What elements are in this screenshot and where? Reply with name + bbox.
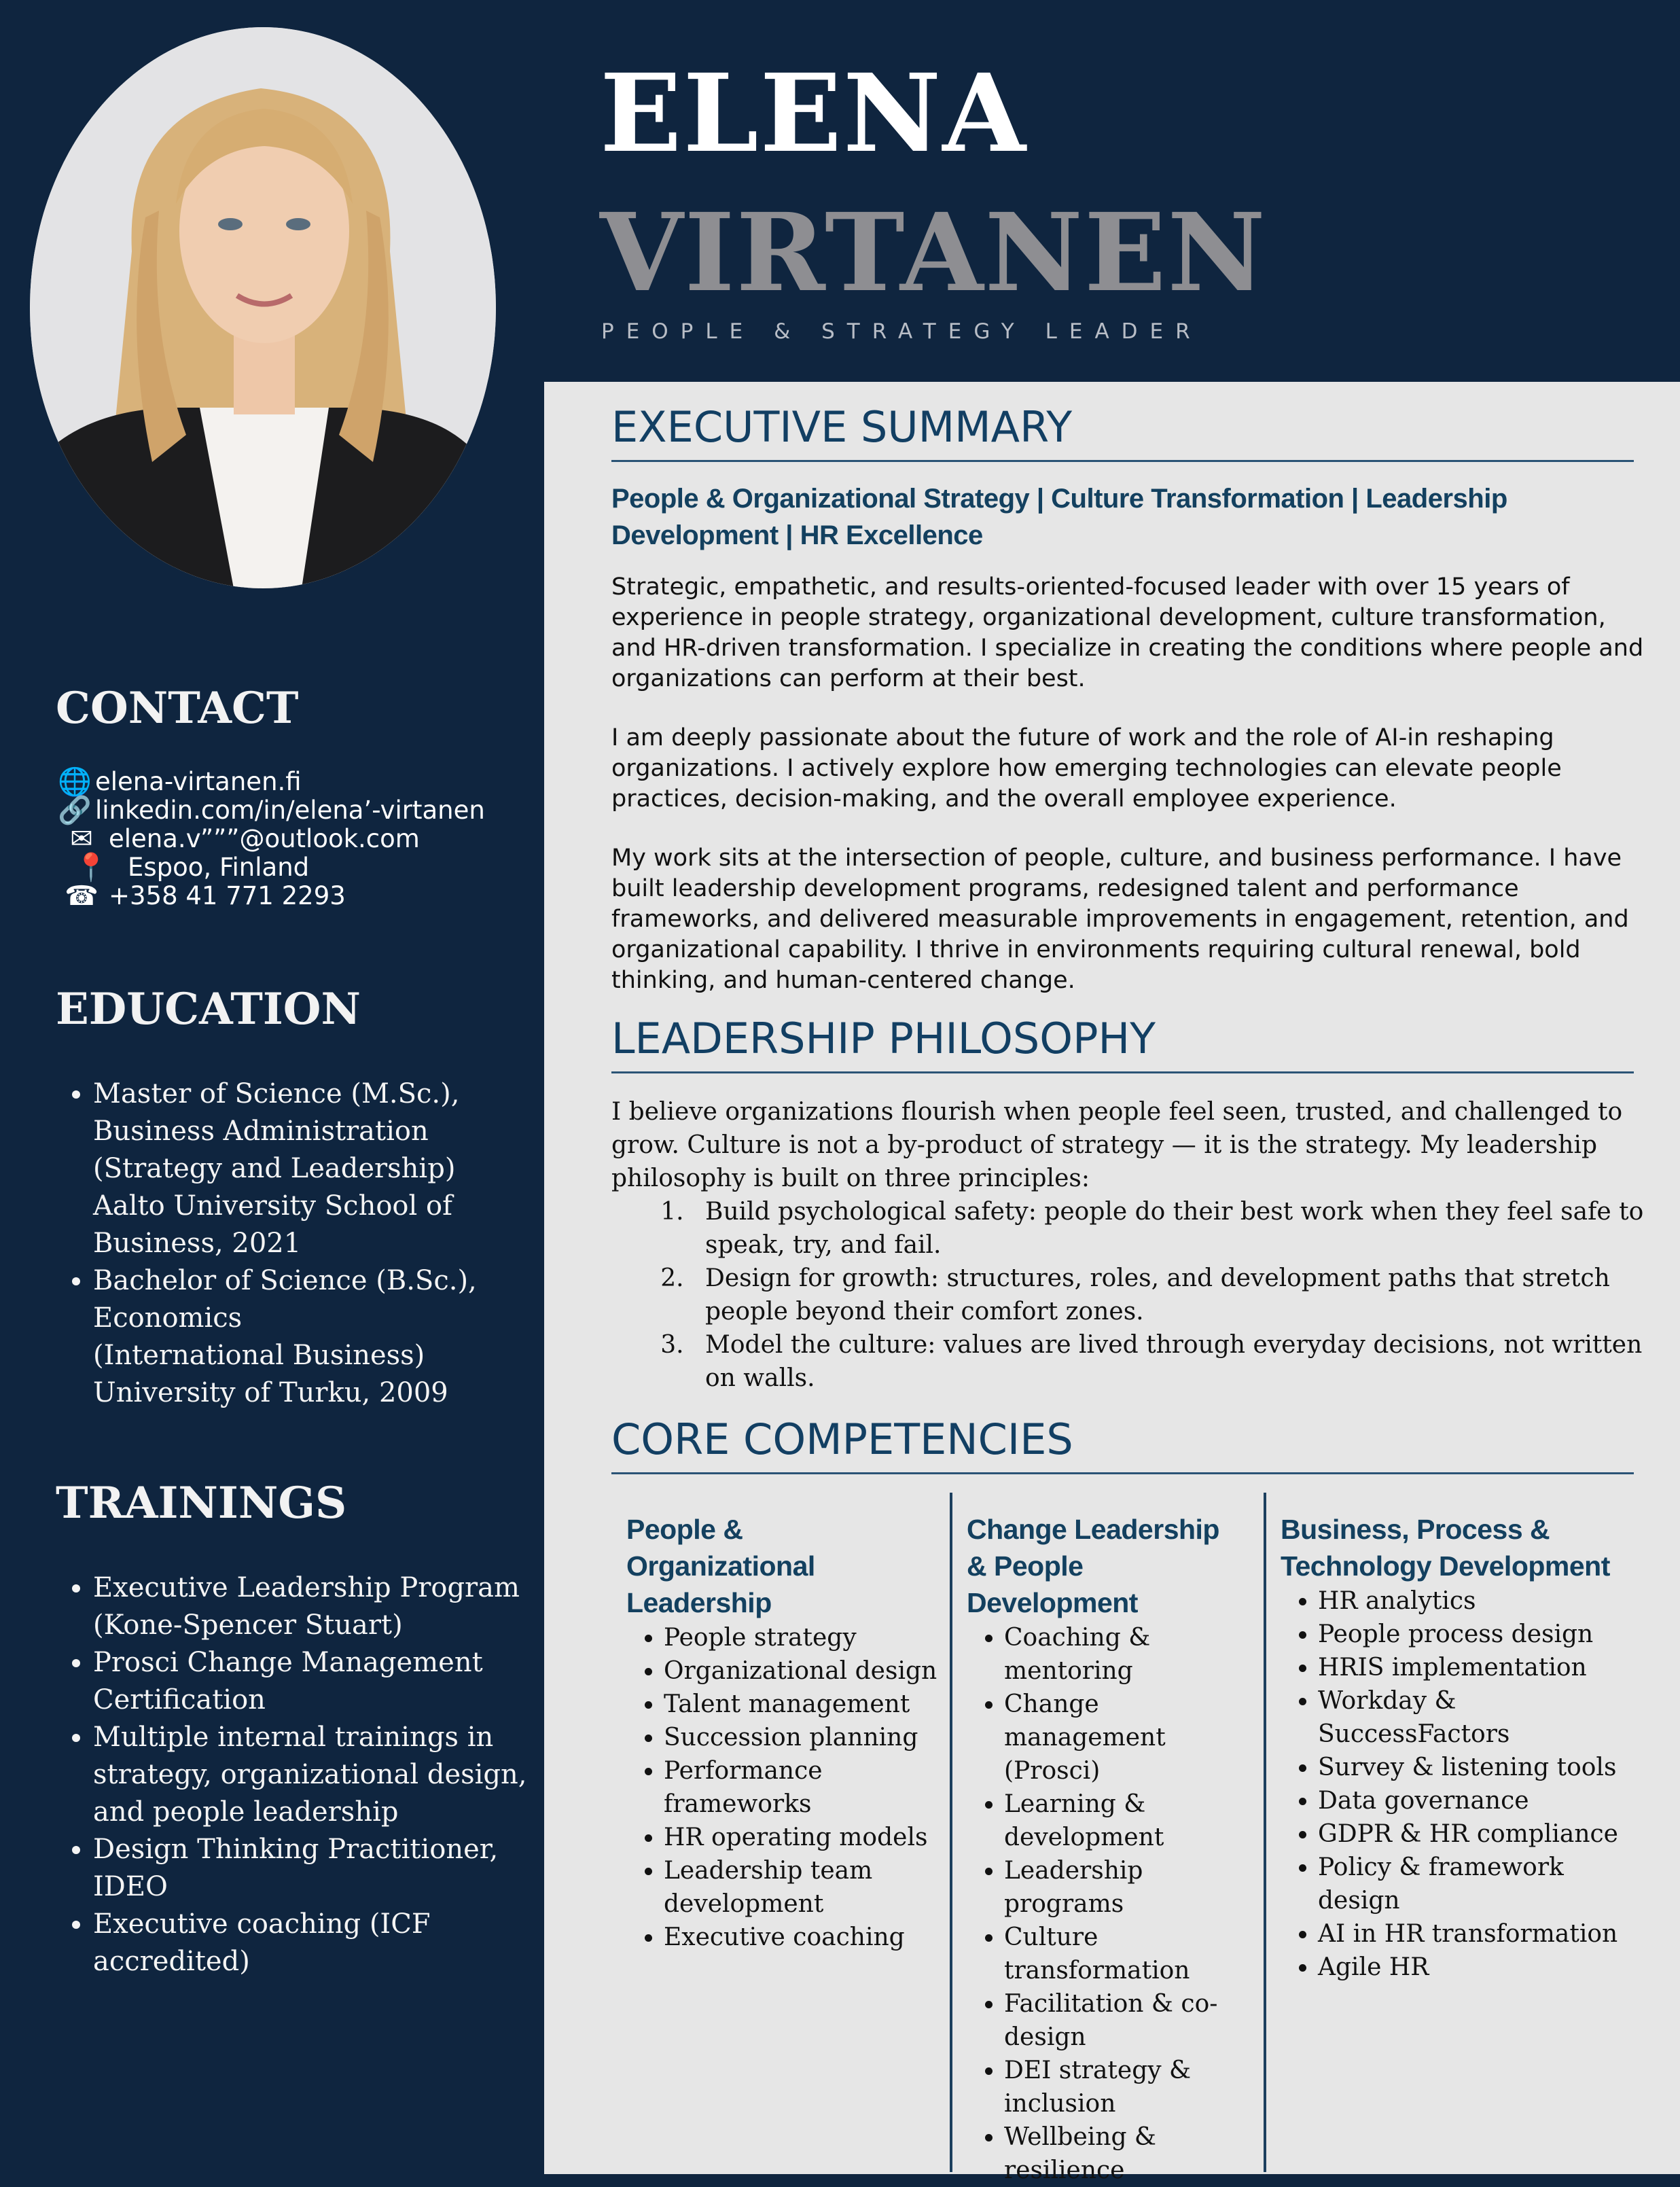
first-name: ELENA xyxy=(600,51,1027,177)
education-line: (International Business) xyxy=(93,1340,425,1371)
competency-column-business xyxy=(1281,1511,1634,1984)
location-text: Espoo, Finland xyxy=(128,853,310,882)
education-line: University of Turku, 2009 xyxy=(93,1377,448,1408)
location-pin-icon: 📍 xyxy=(74,852,108,883)
contact-email[interactable] xyxy=(54,825,485,853)
summary-paragraph: Strategic, empathetic, and results-oriented-focused leader with over 15 years of experience in people strategy, organizational development, culture transformation, and HR-driven transformation. I specialize in creating the conditions where people and organizations can perform at their best. xyxy=(611,573,1644,692)
last-name: VIRTANEN xyxy=(600,190,1267,316)
competency-item: • Coaching & mentoring xyxy=(1004,1621,1245,1688)
contact-heading: CONTACT xyxy=(56,683,299,734)
contact-list xyxy=(54,768,485,910)
tagline: PEOPLE & STRATEGY LEADER xyxy=(601,319,1202,344)
education-line: Economics xyxy=(93,1302,243,1334)
competency-list xyxy=(967,1621,1245,2187)
philosophy-body xyxy=(611,1095,1644,1395)
education-line: Bachelor of Science (B.Sc.), xyxy=(93,1265,477,1296)
education-item xyxy=(93,1262,535,1412)
competency-item: • Survey & listening tools xyxy=(1318,1751,1634,1784)
competency-item: • Facilitation & co-design xyxy=(1004,1987,1245,2054)
competency-item: • Succession planning xyxy=(664,1721,939,1754)
link-icon: 🔗 xyxy=(58,795,92,826)
competency-column-title: Change Leadership & People Development xyxy=(967,1514,1219,1618)
competency-item: • HR analytics xyxy=(1318,1584,1634,1618)
contact-phone[interactable] xyxy=(54,882,485,910)
summary-heading: EXECUTIVE SUMMARY xyxy=(611,402,1073,452)
education-heading: EDUCATION xyxy=(56,984,361,1035)
trainings-heading: TRAININGS xyxy=(56,1478,347,1529)
competency-column-title: People & Organizational Leadership xyxy=(626,1514,815,1618)
competencies-heading: CORE COMPETENCIES xyxy=(611,1415,1073,1464)
name-header xyxy=(544,0,1680,382)
competency-item: • Change management (Prosci) xyxy=(1004,1688,1245,1788)
profile-photo xyxy=(30,27,496,588)
summary-divider xyxy=(611,460,1634,462)
competency-item: • Organizational design xyxy=(664,1654,939,1688)
competency-column-change xyxy=(967,1511,1245,2187)
competency-item: • HR operating models xyxy=(664,1821,939,1854)
competency-item: • Workday & SuccessFactors xyxy=(1318,1684,1634,1751)
email-text: elena.v”””@outlook.com xyxy=(109,824,420,853)
education-line: Business Administration xyxy=(93,1116,429,1147)
main-content xyxy=(544,382,1680,2184)
training-item: • Design Thinking Practitioner, IDEO xyxy=(93,1831,528,1906)
envelope-icon: ✉ xyxy=(70,823,93,855)
competency-column-title: Business, Process & Technology Development xyxy=(1281,1514,1610,1582)
competency-item: • Culture transformation xyxy=(1004,1921,1245,1987)
principle-item: 3. Model the culture: values are lived through everyday decisions, not written on walls. xyxy=(692,1328,1644,1395)
linkedin-text: linkedin.com/in/elena’-virtanen xyxy=(95,796,485,825)
globe-icon: 🌐 xyxy=(58,766,92,798)
contact-location xyxy=(54,853,485,882)
philosophy-intro: I believe organizations flourish when people feel seen, trusted, and challenged to grow. Culture is not a by-product of strategy — it is the strategy. My leadership philosophy is built on three principles: xyxy=(611,1098,1623,1192)
website-text: elena-virtanen.fi xyxy=(95,767,302,796)
competency-list xyxy=(626,1621,939,1954)
education-item xyxy=(93,1075,535,1262)
competency-item: • People process design xyxy=(1318,1618,1634,1651)
column-divider xyxy=(1264,1493,1266,2172)
competency-item: • Learning & development xyxy=(1004,1788,1245,1854)
competency-item: • HRIS implementation xyxy=(1318,1651,1634,1684)
competency-item: • Leadership team development xyxy=(664,1854,939,1921)
training-item: • Executive Leadership Program (Kone-Spencer Stuart) xyxy=(93,1569,528,1644)
competency-item: • DEI strategy & inclusion xyxy=(1004,2054,1245,2120)
competency-column-people xyxy=(626,1511,939,1954)
competency-item: • Talent management xyxy=(664,1688,939,1721)
competency-item: • Agile HR xyxy=(1318,1951,1634,1984)
competency-item: • GDPR & HR compliance xyxy=(1318,1817,1634,1851)
summary-body xyxy=(611,572,1644,1025)
education-list xyxy=(56,1075,535,1412)
philosophy-divider xyxy=(611,1071,1634,1073)
competency-item: • People strategy xyxy=(664,1621,939,1654)
principle-item: 2. Design for growth: structures, roles, and development paths that stretch people beyond their comfort zones. xyxy=(692,1262,1644,1328)
summary-paragraph: My work sits at the intersection of people, culture, and business performance. I have built leadership development programs, redesigned talent and performance frameworks, and delivered measurable improvements in engagement, retention, and organizational capability. I thrive in environments requiring cultural renewal, bold thinking, and human-centered change. xyxy=(611,844,1629,994)
training-item: • Prosci Change Management Certification xyxy=(93,1644,528,1719)
education-line: Master of Science (M.Sc.), xyxy=(93,1078,460,1109)
competency-list xyxy=(1281,1584,1634,1984)
training-item: • Executive coaching (ICF accredited) xyxy=(93,1906,528,1980)
competency-item: • Leadership programs xyxy=(1004,1854,1245,1921)
competency-item: • Executive coaching xyxy=(664,1921,939,1954)
competency-item: • Data governance xyxy=(1318,1784,1634,1817)
column-divider xyxy=(950,1493,952,2172)
sidebar xyxy=(0,0,544,2174)
education-line: Business, 2021 xyxy=(93,1228,302,1259)
competencies-divider xyxy=(611,1472,1634,1474)
contact-website[interactable] xyxy=(54,768,485,796)
phone-text: +358 41 771 2293 xyxy=(109,881,346,910)
competency-item: • AI in HR transformation xyxy=(1318,1917,1634,1951)
principle-item: 1. Build psychological safety: people do their best work when they feel safe to speak, try, and fail. xyxy=(692,1195,1644,1262)
principles-list xyxy=(611,1195,1644,1395)
telephone-icon: ☎ xyxy=(65,881,99,912)
competency-item: • Wellbeing & resilience xyxy=(1004,2120,1245,2187)
summary-paragraph: I am deeply passionate about the future of work and the role of AI-in reshaping organizations. I actively explore how emerging technologies can elevate people practices, decision-making, and the overall employee experience. xyxy=(611,724,1562,813)
education-line: (Strategy and Leadership) xyxy=(93,1153,456,1184)
contact-linkedin[interactable] xyxy=(54,796,485,825)
summary-subtitle: People & Organizational Strategy | Culture Transformation | Leadership Development | HR Excellence xyxy=(611,484,1507,550)
trainings-list xyxy=(56,1569,528,1980)
training-item: • Multiple internal trainings in strategy, organizational design, and people leadership xyxy=(93,1719,528,1831)
competency-item: • Policy & framework design xyxy=(1318,1851,1634,1917)
portrait-illustration xyxy=(30,27,496,588)
philosophy-heading: LEADERSHIP PHILOSOPHY xyxy=(611,1014,1156,1063)
competency-item: • Performance frameworks xyxy=(664,1754,939,1821)
education-line: Aalto University School of xyxy=(93,1190,452,1222)
